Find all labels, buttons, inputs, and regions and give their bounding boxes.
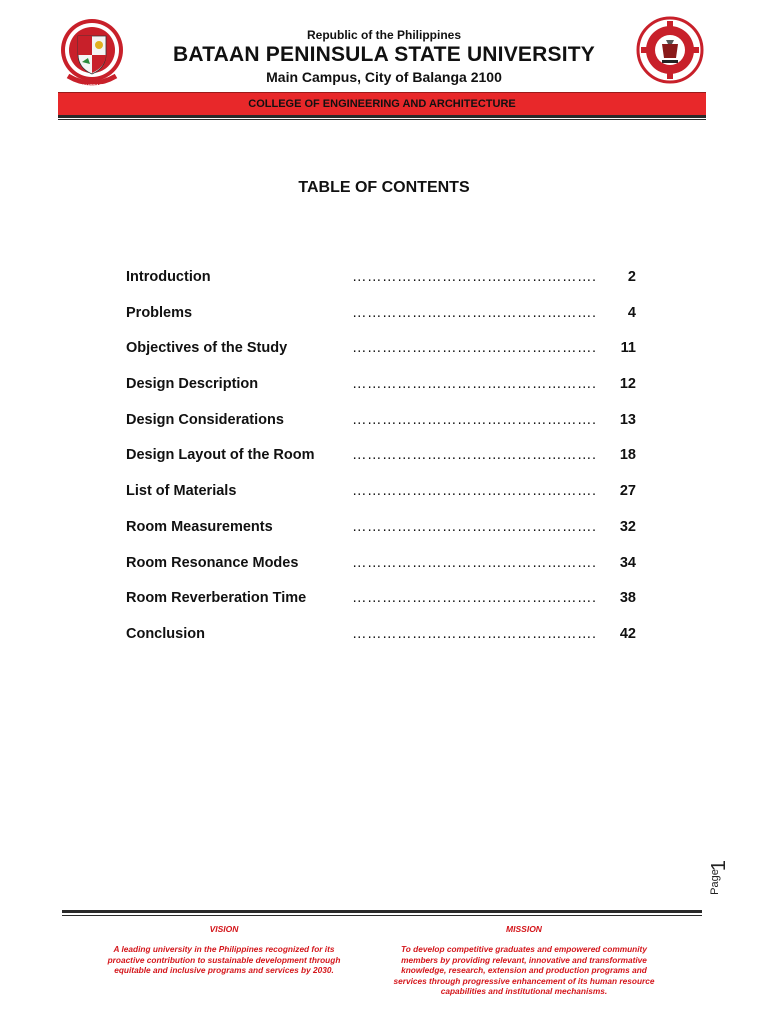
- college-name: COLLEGE OF ENGINEERING AND ARCHITECTURE: [248, 98, 516, 110]
- toc-entry-page: 4: [627, 304, 636, 321]
- toc-entry[interactable]: [126, 376, 646, 412]
- toc-entry-label: Problems: [126, 304, 193, 321]
- toc-entry-label: Design Description: [126, 376, 259, 393]
- toc-entry-label: Design Considerations: [126, 411, 284, 428]
- toc-entry-page: 42: [619, 625, 636, 642]
- toc-entry[interactable]: [126, 626, 646, 662]
- toc-entry[interactable]: [126, 269, 646, 305]
- vision-text: A leading university in the Philippines recognized for its proactive contribution to sustainable development through equitable and inclusive programs and services by 2030.: [107, 944, 341, 975]
- toc-entry-page: 38: [619, 590, 636, 607]
- toc-entry-label: Room Reverberation Time: [126, 590, 307, 607]
- toc-entry-page: 27: [619, 483, 636, 500]
- campus-address: Main Campus, City of Balanga 2100: [266, 69, 502, 85]
- toc-entry-label: Design Layout of the Room: [126, 447, 315, 464]
- toc-entry-page: 13: [619, 411, 636, 428]
- university-name: BATAAN PENINSULA STATE UNIVERSITY: [173, 43, 595, 66]
- toc-title: TABLE OF CONTENTS: [298, 179, 470, 196]
- toc-entry-label: Conclusion: [126, 625, 205, 642]
- toc-entry-leader: ………………………………………….: [352, 411, 597, 428]
- mission-title: MISSION: [506, 924, 542, 934]
- svg-text:PHILIPPINES: PHILIPPINES: [78, 83, 106, 88]
- toc-entry[interactable]: [126, 590, 646, 626]
- toc-entry-leader: ………………………………………….: [352, 483, 597, 500]
- university-seal-left: [60, 12, 124, 92]
- toc-entry[interactable]: [126, 412, 646, 448]
- page-label: Page: [708, 869, 721, 895]
- toc-entry-page: 32: [619, 518, 636, 535]
- page-number-marker: [708, 858, 738, 902]
- college-banner: [58, 92, 706, 115]
- header-rule-thin: [58, 119, 706, 120]
- toc-entry-label: Objectives of the Study: [126, 340, 288, 357]
- toc-entry-page: 12: [619, 376, 636, 393]
- toc-entry-leader: ………………………………………….: [352, 518, 597, 535]
- document-header: [0, 0, 768, 125]
- footer-rule: [62, 910, 702, 913]
- toc-entry-leader: ………………………………………….: [352, 625, 597, 642]
- toc-entry-leader: ………………………………………….: [352, 590, 597, 607]
- toc-entry[interactable]: [126, 519, 646, 555]
- page-number: 1: [708, 859, 731, 872]
- toc-entry[interactable]: [126, 555, 646, 591]
- toc-entry-label: Room Resonance Modes: [126, 554, 299, 571]
- toc-entry-page: 34: [619, 554, 636, 571]
- republic-heading: Republic of the Philippines: [306, 28, 461, 42]
- toc-entry-page: 11: [620, 340, 636, 357]
- toc-entry-page: 18: [619, 447, 636, 464]
- toc-entry-label: List of Materials: [126, 483, 237, 500]
- toc-entry[interactable]: [126, 447, 646, 483]
- toc-entry-label: Introduction: [126, 269, 211, 285]
- toc-entry-leader: ………………………………………….: [352, 447, 597, 464]
- toc-entry-label: Room Measurements: [126, 518, 273, 535]
- footer-rule-thin: [62, 915, 702, 916]
- toc-entry-leader: ………………………………………….: [352, 269, 597, 285]
- vision-title: VISION: [209, 924, 239, 934]
- toc-entry[interactable]: [126, 483, 646, 519]
- header-rule: [58, 115, 706, 118]
- toc-entry-leader: ………………………………………….: [352, 340, 597, 357]
- college-seal-right: [636, 8, 704, 92]
- toc-entry-leader: ………………………………………….: [352, 376, 597, 393]
- mission-text: To develop competitive graduates and empowered community members by providing relevant, innovative and transformative knowledge, research, extension and production programs and services through progressive enhancement of its human resource capabilities and institutional mechanisms.: [393, 944, 655, 996]
- toc-entry-page: 2: [627, 269, 636, 285]
- toc-entry[interactable]: [126, 340, 646, 376]
- toc-entry-leader: ………………………………………….: [352, 304, 597, 321]
- toc-entry-leader: ………………………………………….: [352, 554, 597, 571]
- toc-list: [126, 269, 646, 662]
- toc-entry[interactable]: [126, 305, 646, 341]
